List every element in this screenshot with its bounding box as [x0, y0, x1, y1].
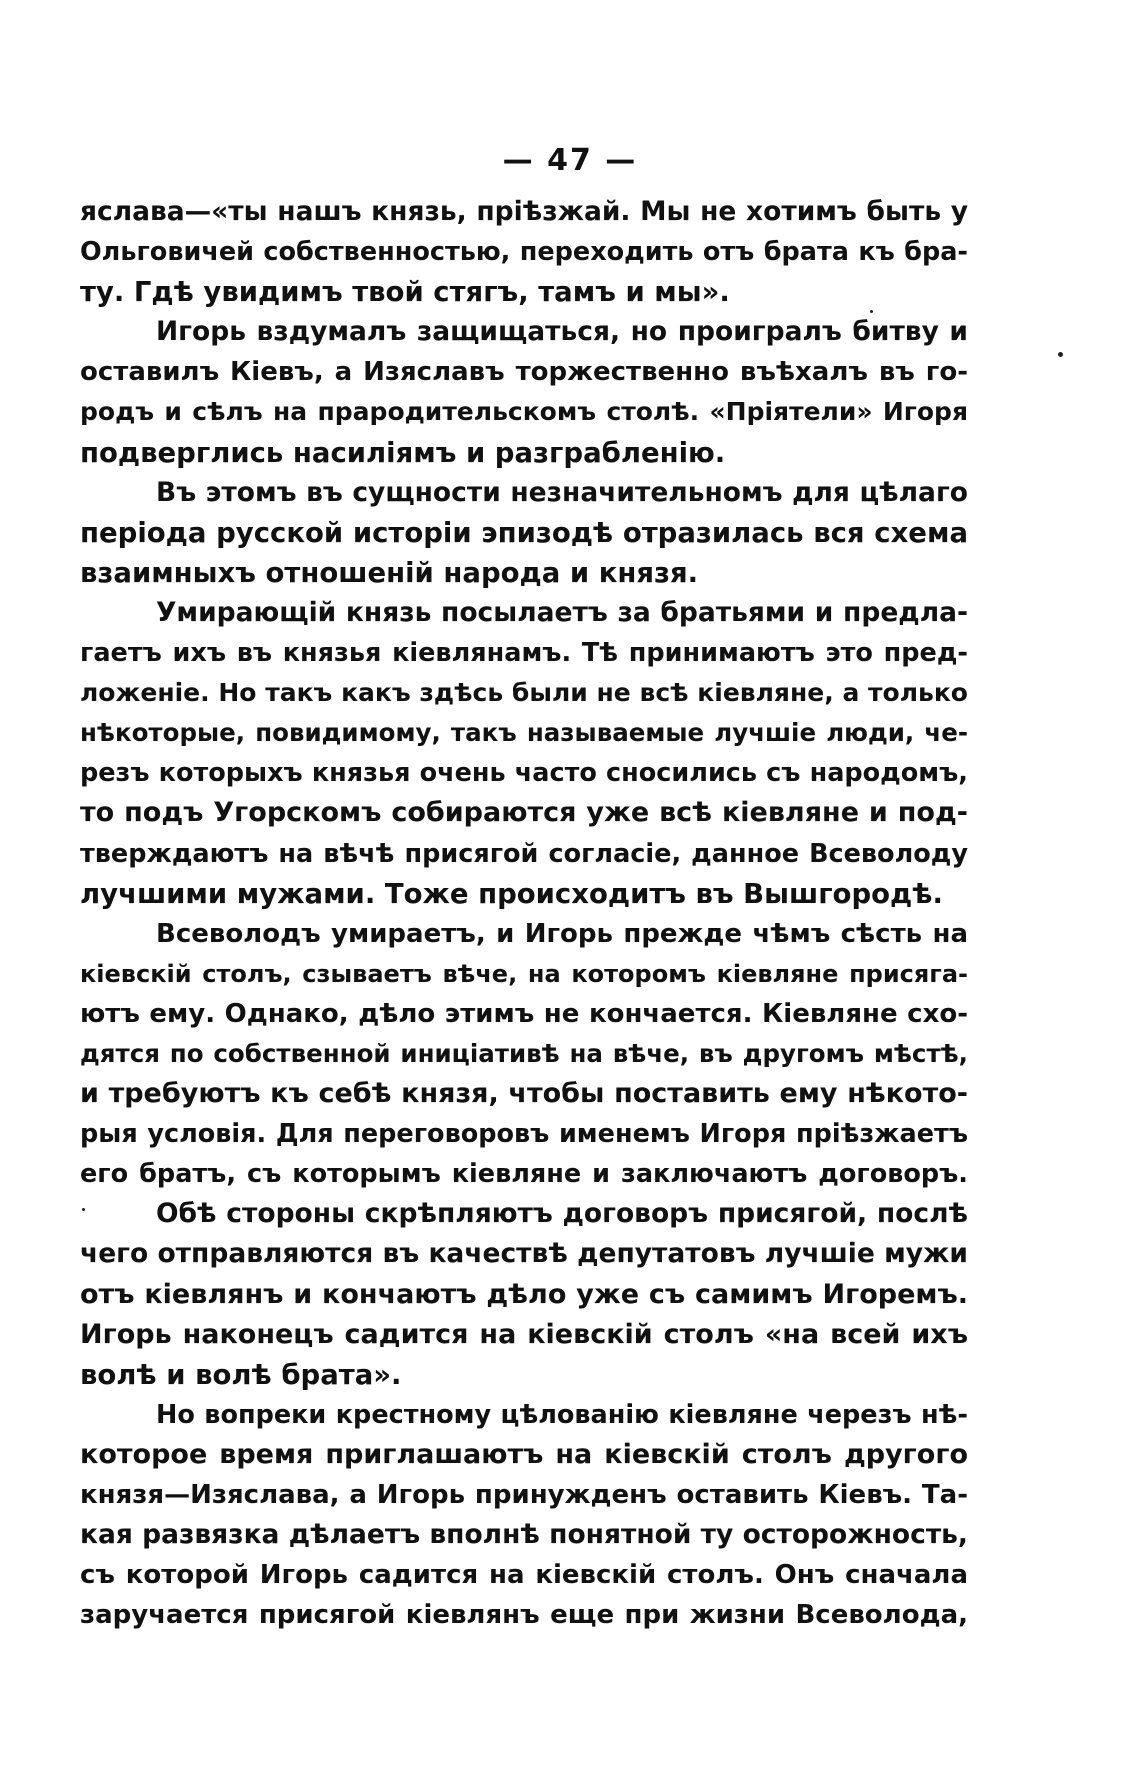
text-line: отъ кіевлянъ и кончаютъ дѣло уже съ самимъ Игоремъ.: [80, 1278, 968, 1310]
text-line: которое время приглашаютъ на кіевскій столъ другого: [80, 1438, 968, 1470]
text-line: гаетъ ихъ въ князья кіевлянамъ. Тѣ принимаютъ это пред-: [80, 638, 968, 669]
paragraph: [80, 473, 968, 593]
text-line: волѣ и волѣ брата».: [80, 1358, 402, 1391]
text-line: Всеволодъ умираетъ, и Игорь прежде чѣмъ сѣсть на: [156, 918, 968, 949]
text-line: тверждаютъ на вѣчѣ присягой согласіе, данное Всеволоду: [80, 838, 968, 869]
paragraph: [80, 1395, 968, 1636]
text-line: нѣкоторые, повидимому, такъ называемые лучшіе люди, че-: [80, 718, 968, 748]
text-line: кая развязка дѣлаетъ вполнѣ понятной ту осторожность,: [80, 1519, 968, 1551]
text-line: періода русской исторіи эпизодѣ отразилась вся схема: [80, 516, 968, 549]
text-line: заручается присягой кіевлянъ еще при жизни Всеволода,: [80, 1600, 968, 1631]
text-line: Игорь наконецъ садится на кіевскій столъ «на всей ихъ: [80, 1318, 968, 1350]
paragraph: [80, 192, 968, 312]
text-line: оставилъ Кіевъ, а Изяславъ торжественно въѣхалъ въ го-: [80, 357, 968, 388]
text-line: Умирающій князь посылаетъ за братьями и предла-: [156, 596, 968, 628]
text-line: Игорь вздумалъ защищаться, но проигралъ битву и: [156, 316, 968, 348]
scan-speck: [82, 1208, 85, 1211]
text-line: лучшими мужами. Тоже происходитъ въ Вышгородѣ.: [80, 877, 943, 910]
text-line: его братъ, съ которымъ кіевляне и заключаютъ договоръ.: [80, 1159, 968, 1190]
paragraph: [80, 1194, 968, 1394]
text-line: Обѣ стороны скрѣпляютъ договоръ присягой, послѣ: [156, 1198, 968, 1230]
text-line: резъ которыхъ князья очень часто сносились съ народомъ,: [80, 758, 968, 789]
page-number: — 47 —: [502, 143, 638, 178]
text-line: дятся по собственной иниціативѣ на вѣче, въ другомъ мѣстѣ,: [80, 1038, 968, 1068]
text-line: ложеніе. Но такъ какъ здѣсь были не всѣ кіевляне, а только: [80, 678, 968, 708]
text-line: ютъ ему. Однако, дѣло этимъ не кончается. Кіевляне схо-: [80, 998, 968, 1029]
text-line: кіевскій столъ, сзываетъ вѣче, на которомъ кіевляне присяга-: [80, 959, 968, 988]
text-line: яслава—«ты нашъ князь, пріѣзжай. Мы не хотимъ быть у: [80, 196, 968, 227]
text-line: взаимныхъ отношеній народа и князя.: [80, 556, 699, 589]
text-line: Но вопреки крестному цѣлованію кіевляне черезъ нѣ-: [156, 1399, 968, 1430]
text-line: рыя условія. Для переговоровъ именемъ Игоря пріѣзжаетъ: [80, 1119, 968, 1150]
page-text: [80, 192, 968, 1635]
scan-speck: [1058, 352, 1063, 357]
text-line: Ольговичей собственностью, переходить отъ брата къ бра-: [80, 237, 968, 268]
text-line: съ которой Игорь садится на кіевскій столъ. Онъ сначала: [80, 1560, 968, 1591]
scan-speck: [870, 310, 873, 313]
text-line: князя—Изяслава, а Игорь принужденъ оставить Кіевъ. Та-: [80, 1480, 968, 1510]
text-line: то подъ Угорскомъ собираются уже всѣ кіевляне и под-: [80, 797, 968, 829]
text-line: Въ этомъ въ сущности незначительномъ для цѣлаго: [156, 476, 968, 508]
text-line: чего отправляются въ качествѣ депутатовъ лучшіе мужи: [80, 1238, 968, 1270]
text-line: подверглись насиліямъ и разграбленію.: [80, 436, 726, 469]
paragraph: [80, 914, 968, 1195]
text-line: ту. Гдѣ увидимъ твой стягъ, тамъ и мы».: [80, 276, 730, 309]
paragraph: [80, 312, 968, 472]
text-line: родъ и сѣлъ на прародительскомъ столѣ. «Пріятели» Игоря: [80, 397, 968, 427]
text-line: и требуютъ къ себѣ князя, чтобы поставить ему нѣкото-: [80, 1078, 968, 1110]
paragraph: [80, 593, 968, 914]
